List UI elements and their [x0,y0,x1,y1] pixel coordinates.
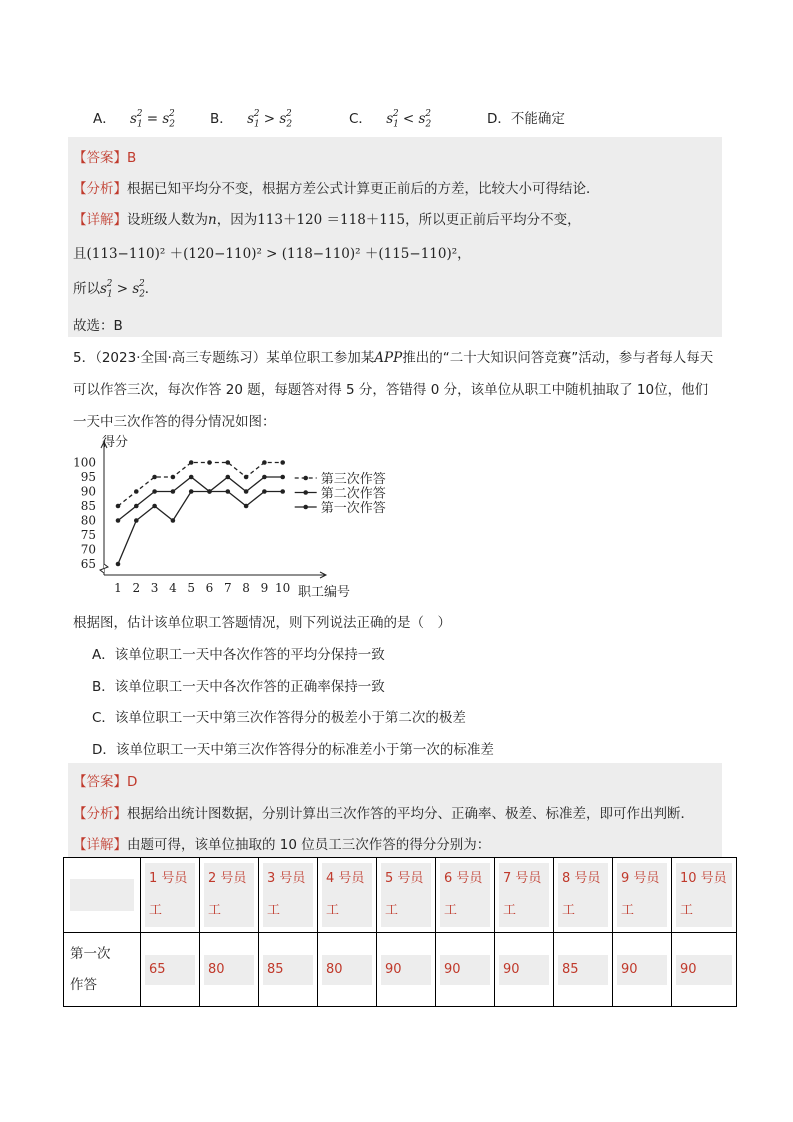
data-point [152,504,157,509]
data-point [171,475,176,480]
legend-marker [303,490,308,495]
data-point [189,489,194,494]
x-tick-label: 5 [187,581,196,595]
score-table [63,857,737,1007]
y-tick-label: 90 [80,484,96,499]
prev-solution-block [68,137,722,337]
table-header-cell: 1 号员 工 [141,858,200,933]
x-tick-label: 2 [132,581,141,595]
data-point [262,475,267,480]
analysis: 【分析】根据给出统计图数据，分别计算出三次作答的平均分、正确率、极差、标准差，即可作出判断． [73,806,694,822]
detail: 【详解】由题可得，该单位抽取的 10 位员工三次作答的得分分别为： [73,837,491,853]
table-cell: 80 [318,933,377,1007]
table-header-row [64,858,737,933]
prev-detail-line3: 所以$s_1^2 > s_2^2$． [73,278,159,300]
table-cell: 90 [613,933,672,1007]
data-point [226,475,231,480]
y-tick-label: 75 [80,528,96,542]
data-point [171,518,176,523]
data-point [116,562,121,567]
x-tick-label: 4 [169,581,177,595]
legend-label: 第二次作答 [320,486,386,502]
data-point [226,460,231,465]
data-point [152,475,157,480]
x-tick-label: 8 [242,581,250,595]
prev-answer: 【答案】B [73,150,137,166]
table-header-cell: 6 号员 工 [436,858,495,933]
data-point [152,489,157,494]
x-tick-label: 9 [260,581,269,595]
y-tick-label: 70 [80,542,96,557]
option-b: B． $s_1^2 > s_2^2$ [210,108,293,130]
table-header-cell: 5 号员 工 [377,858,436,933]
data-point [280,460,285,465]
table-cell: 85 [259,933,318,1007]
y-tick-label: 65 [80,557,96,571]
table-row-label: 第一次 作答 [64,933,141,1007]
data-point [134,518,139,523]
table-header-cell: 4 号员 工 [318,858,377,933]
data-point [116,504,121,509]
question-line1: 5．（2023·全国·高三专题练习）某单位职工参加某APP推出的“二十大知识问答竞赛”活动，参与者每人每天 [73,350,714,366]
chart-xlabel: 职工编号 [298,585,351,600]
question-option-b: B．该单位职工一天中各次作答的正确率保持一致 [92,679,385,695]
data-point [134,504,139,509]
data-point [171,489,176,494]
data-point [116,518,121,523]
table-header-cell: 7 号员 工 [495,858,554,933]
table-cell: 80 [200,933,259,1007]
x-tick-label: 7 [223,581,232,595]
table-header-cell: 10 号员 工 [672,858,737,933]
data-point [207,489,212,494]
y-tick-label: 80 [80,513,96,528]
series-line [118,492,283,565]
data-point [280,489,285,494]
data-point [189,460,194,465]
x-tick-label: 10 [275,581,291,595]
table-cell: 90 [436,933,495,1007]
prev-detail-line1: 【详解】设班级人数为n，因为113＋120 ＝118＋115，所以更正前后平均分不变， [73,212,581,228]
question-option-d: D．该单位职工一天中第三次作答得分的标准差小于第一次的标准差 [92,742,494,758]
x-tick-label: 3 [150,581,159,595]
legend-label: 第三次作答 [320,472,386,487]
answer: 【答案】D [73,774,138,790]
y-axis-break [100,564,108,573]
question-line2: 可以作答三次，每次作答 20 题，每题答对得 5 分，答错得 0 分，该单位从职工中随机抽取了 10位，他们 [73,382,709,398]
series-line [118,477,283,521]
table-header-cell: 8 号员 工 [554,858,613,933]
question-option-c: C．该单位职工一天中第三次作答得分的极差小于第二次的极差 [92,710,466,726]
table-cell: 85 [554,933,613,1007]
prev-conclusion: 故选：B [73,318,123,334]
option-a: A． $s_1^2 = s_2^2$ [93,108,176,130]
data-point [244,489,249,494]
question-option-a: A．该单位职工一天中各次作答的平均分保持一致 [92,647,385,663]
score-line-chart [66,432,396,604]
table-cell: 65 [141,933,200,1007]
option-d: D．不能确定 [487,111,565,127]
data-point [244,504,249,509]
data-point [134,489,139,494]
y-tick-label: 85 [80,499,96,513]
data-point [207,460,212,465]
table-cell: 90 [495,933,554,1007]
y-tick-label: 100 [73,455,96,470]
data-point [189,475,194,480]
prev-analysis: 【分析】根据已知平均分不变，根据方差公式计算更正前后的方差，比较大小可得结论． [73,181,600,197]
option-c: C． $s_1^2 < s_2^2$ [349,108,432,130]
data-point [226,489,231,494]
table-row [64,933,737,1007]
question-line3: 一天中三次作答的得分情况如图： [73,414,276,430]
data-point [244,475,249,480]
legend-marker [303,505,308,510]
data-point [262,460,267,465]
data-point [262,489,267,494]
y-tick-label: 95 [80,470,96,484]
table-header-cell: 9 号员 工 [613,858,672,933]
table-cell: 90 [377,933,436,1007]
table-header-cell: 2 号员 工 [200,858,259,933]
table-corner-cell [64,858,141,933]
legend-label: 第一次作答 [320,501,386,516]
x-tick-label: 6 [205,581,214,595]
data-point [280,475,285,480]
x-tick-label: 1 [114,581,122,595]
table-cell: 90 [672,933,737,1007]
chart-ylabel: 得分 [102,435,129,450]
prev-detail-line2: 且(113−110)² ＋(120−110)² > (118−110)² ＋(115−110)²， [73,246,471,262]
legend-marker [303,476,308,481]
question-prompt: 根据图，估计该单位职工答题情况，则下列说法正确的是（ ） [73,615,451,631]
table-header-cell: 3 号员 工 [259,858,318,933]
